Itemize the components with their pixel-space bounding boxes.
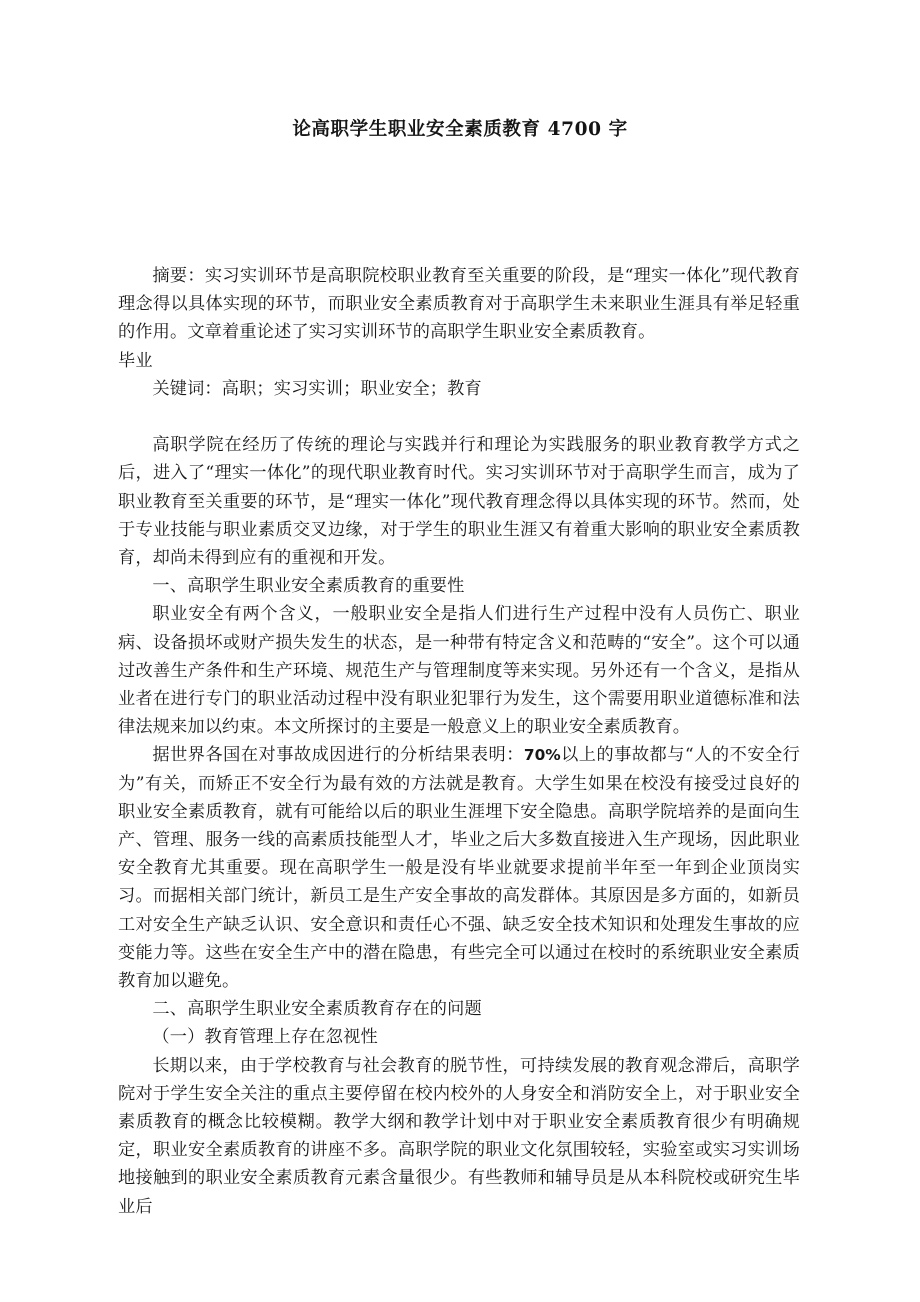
statistics-paragraph [118, 741, 800, 995]
definition-paragraph: 职业安全有两个含义，一般职业安全是指人们进行生产过程中没有人员伤亡、职业病、设备损坏或财产损失发生的状态，是一种带有特定含义和范畴的“安全”。这个可以通过改善生产条件和生产环境、规范生产与管理制度等来实现。另外还有一个含义，是指从业者在进行专门的职业活动过程中没有职业犯罪行为发生，这个需要用职业道德标准和法律法规来加以约束。本文所探讨的主要是一般意义上的职业安全素质教育。 [118, 604, 800, 738]
statistics-percentage-value: 70% [523, 746, 561, 765]
statistics-suffix-text: 以上的事故都与“人的不安全行为”有关，而矫正不安全行为最有效的方法就是教育。大学生如果在校没有接受过良好的职业安全素质教育，就有可能给以后的职业生涯埋下安全隐患。高职学院培养的是面向生产、管理、服务一线的高素质技能型人才，毕业之后大多数直接进入生产现场，因此职业安全教育尤其重要。现在高职学生一般是没有毕业就要求提前半年至一年到企业顶岗实习。而据相关部门统计，新员工是生产安全事故的高发群体。其原因是多方面的，如新员工对安全生产缺乏认识、安全意识和责任心不强、缺乏安全技术知识和处理发生事故的应变能力等。这些在安全生产中的潜在隐患，有些完全可以通过在校时的系统职业安全素质教育加以避免。 [118, 745, 800, 992]
paragraph-spacer [118, 403, 800, 431]
section-heading-two: 二、高职学生职业安全素质教育存在的问题 [152, 999, 482, 1020]
abstract-paragraph: 摘要：实习实训环节是高职院校职业教育至关重要的阶段，是“理实一体化”现代教育理念得以具体实现的环节，而职业安全素质教育对于高职学生未来职业生涯具有举足轻重的作用。文章着重论述了实习实训环节的高职学生职业安全素质教育。 [118, 266, 800, 343]
intro-paragraph: 高职学院在经历了传统的理论与实践并行和理论为实践服务的职业教育教学方式之后，进入了“理实一体化”的现代职业教育时代。实习实训环节对于高职学生而言，成为了职业教育至关重要的环节，是“理实一体化”现代教育理念得以具体实现的环节。然而，处于专业技能与职业素质交叉边缘，对于学生的职业生涯又有着重大影响的职业安全素质教育，却尚未得到应有的重视和开发。 [118, 435, 800, 569]
keywords-line: 关键词：高职；实习实训；职业安全；教育 [152, 378, 482, 399]
stray-line: 毕业 [118, 350, 153, 371]
statistics-prefix-text: 据世界各国在对事故成因进行的分析结果表明： [152, 745, 524, 766]
document-body [118, 262, 800, 1221]
subsection-heading-two-one: （一）教育管理上存在忽视性 [152, 1027, 378, 1048]
management-paragraph: 长期以来，由于学校教育与社会教育的脱节性，可持续发展的教育观念滞后，高职学院对于学生安全关注的重点主要停留在校内校外的人身安全和消防安全上，对于职业安全素质教育的概念比较模糊。教学大纲和教学计划中对于职业安全素质教育很少有明确规定，职业安全素质教育的讲座不多。高职学院的职业文化氛围较轻，实验室或实习实训场地接触到的职业安全素质教育元素含量很少。有些教师和辅导员是从本科院校或研究生毕业后 [118, 1055, 800, 1217]
page-title: 论高职学生职业安全素质教育 4700 字 [292, 119, 628, 141]
section-heading-one: 一、高职学生职业安全素质教育的重要性 [152, 576, 465, 597]
